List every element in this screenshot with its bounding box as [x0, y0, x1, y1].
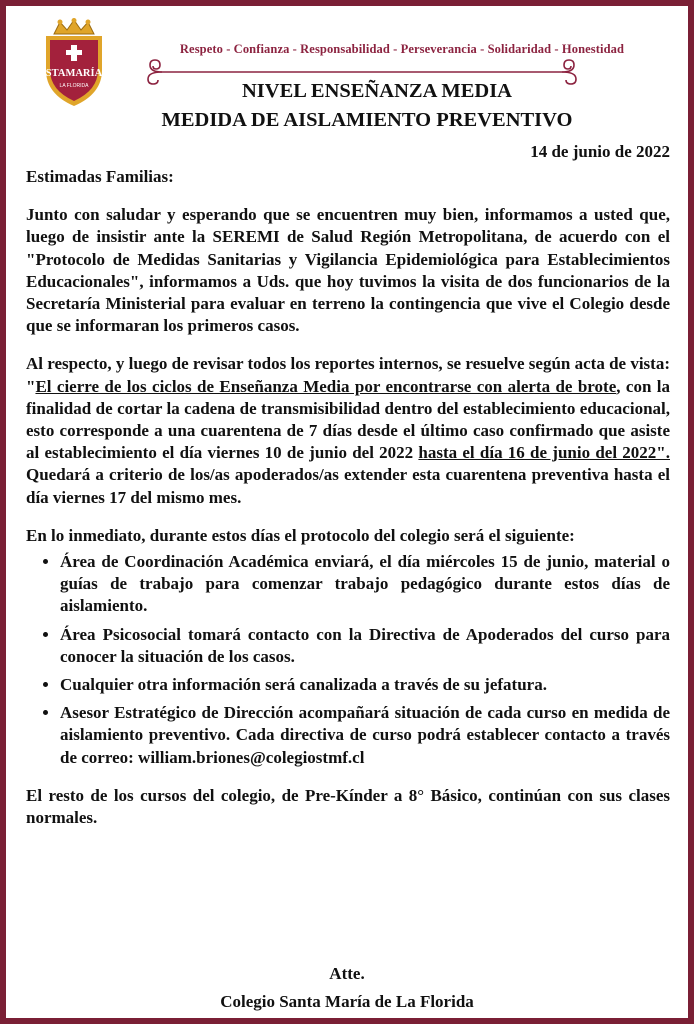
closing: Atte. — [329, 964, 365, 983]
list-item: • Área Psicosocial tomará contacto con la Directiva de Apoderados del curso para conocer la situación de los casos. — [60, 624, 670, 668]
paragraph-3: En lo inmediato, durante estos días el protocolo del colegio será el siguiente: — [26, 525, 575, 545]
letter-body — [26, 166, 670, 829]
paragraph-1: Junto con saludar y esperando que se encuentren muy bien, informamos a usted que, luego de insistir ante la SEREMI de Salud Región Metropolitana, de acuerdo con el "Protocolo de Medidas Sanitarias y Vigilancia Epidemiológica para Establecimientos Educacionales", informamos a Uds. que hoy tuvimos la visita de dos funcionarios de la Secretaría Ministerial para evaluar en terreno la contingencia que vive el Colegio desde que se informaran los primeros casos. — [26, 205, 670, 336]
p2-middle: , con la finalidad de cortar la cadena de transmisibilidad dentro del establecimiento educacional, esto corresponde a una cuarentena de 7 días desde el último caso confirmado que asiste al establecimiento el día viernes 10 de junio del 2022 — [26, 376, 670, 463]
p2-end: Quedará a criterio de los/as apoderados/as extender esta cuarentena preventiva hasta el día viernes 17 del mismo mes. — [26, 465, 670, 507]
p2-intro: Al respecto, y luego de revisar todos los reportes internos, se resuelve según acta de vista: " — [26, 354, 670, 396]
letter-date: 14 de junio de 2022 — [530, 142, 670, 161]
paragraph-2 — [26, 353, 670, 508]
p2-date-underlined: hasta el día 16 de junio del 2022". — [418, 443, 670, 463]
title-level: NIVEL ENSEÑANZA MEDIA — [242, 80, 512, 102]
logo-text: STAMARÍA — [45, 68, 103, 79]
school-values: Respeto - Confianza - Responsabilidad - Perseverancia - Solidaridad - Honestidad — [179, 42, 625, 56]
title-measure: MEDIDA DE AISLAMIENTO PREVENTIVO — [161, 109, 573, 131]
list-item: • Cualquier otra información será canalizada a través de su jefatura. — [60, 674, 670, 696]
signature: Colegio Santa María de La Florida — [220, 992, 474, 1011]
paragraph-4: El resto de los cursos del colegio, de Pre-Kínder a 8° Básico, continúan con sus clases normales. — [26, 785, 670, 828]
greeting: Estimadas Familias: — [26, 167, 174, 186]
protocol-list — [26, 551, 670, 769]
p2-closure-underlined: El cierre de los ciclos de Enseñanza Media por encontrarse con alerta de brote — [35, 376, 617, 396]
logo-subtext: LA FLORIDA — [59, 83, 89, 89]
list-item: • Área de Coordinación Académica enviará, el día miércoles 15 de junio, material o guías de trabajo para comenzar trabajo pedagógico durante estos días de aislamiento. — [60, 551, 670, 618]
list-item: • Asesor Estratégico de Dirección acompañará situación de cada curso en medida de aislamiento preventivo. Cada directiva de curso podrá establecer contacto a través de correo: william.briones@colegiostmf.cl — [60, 702, 670, 769]
